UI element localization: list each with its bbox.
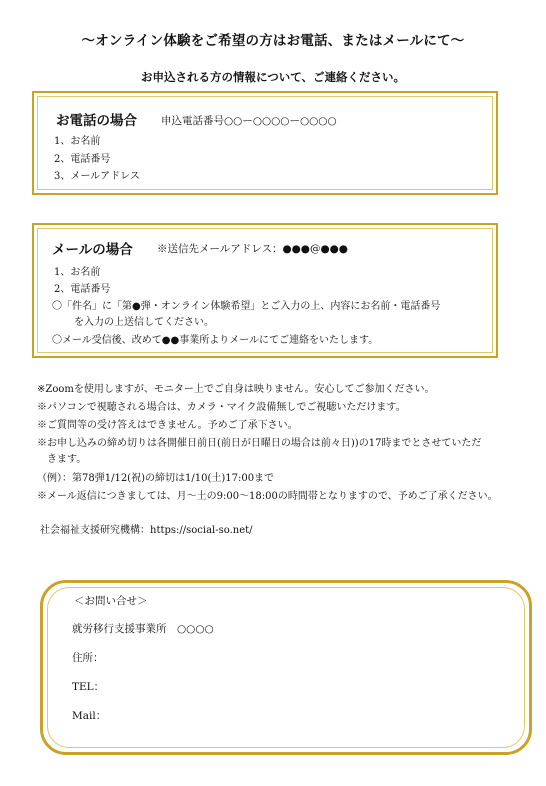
contact-heading: ＜お問い合せ＞ [74, 595, 148, 607]
phone-section [32, 91, 498, 195]
contact-mail-label: Mail： [72, 710, 107, 722]
page-subtitle: お申込される方の情報について、ご連絡ください。 [140, 70, 406, 84]
contact-tel-label: TEL： [72, 681, 105, 693]
mail-instruction-1: 〇「件名」に「第●弾・オンライン体験希望」とご入力の上、内容にお名前・電話番号 [52, 301, 441, 312]
note-questions: ※ご質問等の受け答えはできません。予めご了承下さい。 [37, 420, 298, 431]
note-deadline-cont: きます。 [37, 454, 87, 465]
contact-section [40, 580, 532, 755]
note-deadline: ※お申し込みの締め切りは各開催日前日(前日が日曜日の場合は前々日))の17時までとさせていただ [37, 438, 482, 449]
phone-item-email: 3、メールアドレス [54, 171, 140, 182]
mail-address-note: ※送信先メールアドレス：●●●@●●● [157, 243, 348, 255]
mail-instruction-3: 〇メール受信後、改めて●●事業所よりメールにてご連絡をいたします。 [52, 335, 379, 346]
note-zoom: ※Zoomを使用しますが、モニター上でご自身は映りません。安心してご参加ください。 [37, 384, 435, 395]
phone-item-phone: 2、電話番号 [54, 154, 111, 165]
mail-heading: メールの場合 [52, 242, 133, 258]
contact-address-label: 住所： [72, 652, 104, 664]
note-example: （例）：第78弾1/12(祝)の締切は1/10(土)17:00まで [37, 473, 275, 484]
phone-number-note: 申込電話番号○○ー○○○○ー○○○○ [161, 115, 337, 127]
mail-item-name: 1、お名前 [54, 267, 101, 278]
phone-item-name: 1、お名前 [54, 136, 101, 147]
note-mail-reply: ※メール返信につきましては、月～土の9:00～18:00の時間帯となりますので、予めご了承ください。 [37, 491, 498, 502]
page-title: ～オンライン体験をご希望の方はお電話、またはメールにて～ [81, 33, 465, 49]
mail-instruction-2: を入力の上送信してください。 [74, 317, 214, 328]
note-pc: ※パソコンで視聴される場合は、カメラ・マイク設備無しでご視聴いただけます。 [37, 402, 406, 413]
contact-office: 就労移行支援事業所 ○○○○ [72, 623, 214, 635]
phone-heading: お電話の場合 [56, 113, 137, 129]
mail-item-phone: 2、電話番号 [54, 284, 111, 295]
organization-link[interactable]: 社会福祉支援研究機構：https://social-so.net/ [40, 525, 253, 536]
mail-section [32, 223, 498, 358]
